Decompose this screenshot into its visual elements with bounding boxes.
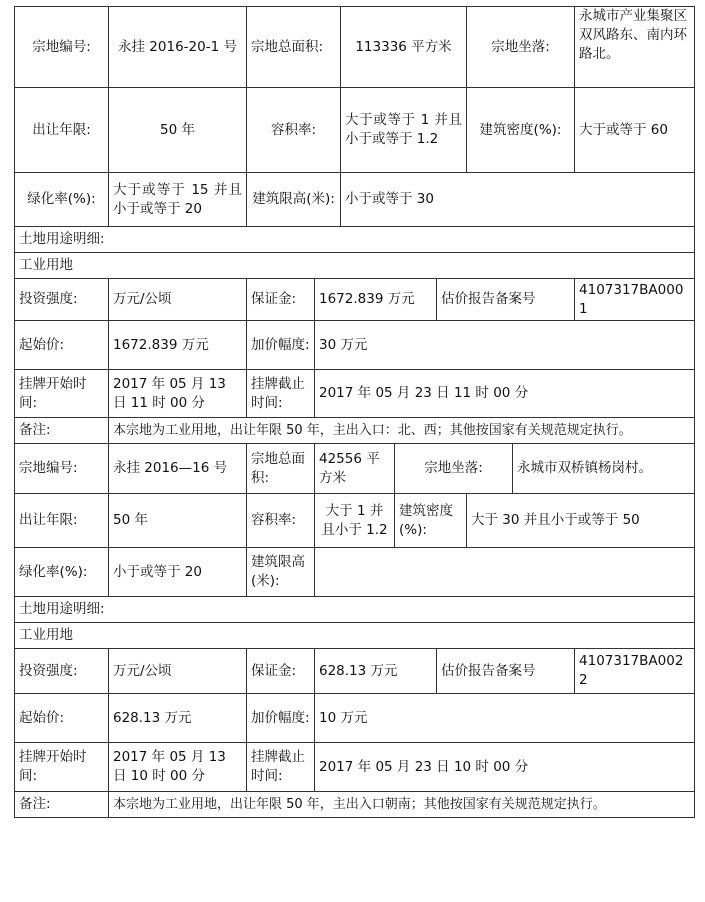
parcel1-row-invest <box>15 279 695 321</box>
parcel1-row-id <box>15 7 695 88</box>
parcel1-deposit-label: 保证金: <box>247 279 315 321</box>
parcel1-note-value: 本宗地为工业用地，出让年限 50 年，主出入口：北、西；其他按国家有关规范规定执行。 <box>109 418 695 444</box>
parcel2-listing-start-value: 2017 年 05 月 13 日 10 时 00 分 <box>109 743 247 792</box>
parcel1-location-label: 宗地坐落: <box>467 7 575 88</box>
parcel2-row-green <box>15 548 695 597</box>
parcel2-deposit-label: 保证金: <box>247 649 315 694</box>
parcel1-id-label: 宗地编号: <box>15 7 109 88</box>
parcel2-invest-value: 万元/公顷 <box>109 649 247 694</box>
parcel1-term-value: 50 年 <box>109 88 247 173</box>
parcel1-row-green <box>15 173 695 227</box>
parcel2-area-value: 42556 平方米 <box>315 444 395 494</box>
parcel2-row-note <box>15 792 695 818</box>
parcel2-green-label: 绿化率(%): <box>15 548 109 597</box>
parcel1-id-value: 永挂 2016-20-1 号 <box>109 7 247 88</box>
parcel1-area-value: 113336 平方米 <box>341 7 467 88</box>
parcel1-increment-value: 30 万元 <box>315 321 695 370</box>
parcel2-use-detail-label: 土地用途明细: <box>15 597 695 623</box>
parcel1-use-value: 工业用地 <box>15 253 695 279</box>
parcel1-row-listing <box>15 370 695 418</box>
parcel1-location-value: 永城市产业集聚区双风路东、南内环路北。 <box>575 7 695 88</box>
parcel1-density-value: 大于或等于 60 <box>575 88 695 173</box>
parcel1-listing-end-label: 挂牌截止时间: <box>247 370 315 418</box>
parcel1-row-price <box>15 321 695 370</box>
parcel2-density-value: 大于 30 并且小于或等于 50 <box>467 494 695 548</box>
parcel2-area-label: 宗地总面积: <box>247 444 315 494</box>
parcel2-invest-label: 投资强度: <box>15 649 109 694</box>
parcel1-note-label: 备注: <box>15 418 109 444</box>
parcel1-increment-label: 加价幅度: <box>247 321 315 370</box>
parcel2-id-value: 永挂 2016—16 号 <box>109 444 247 494</box>
parcel2-record-label: 估价报告备案号 <box>437 649 575 694</box>
parcel2-increment-label: 加价幅度: <box>247 694 315 743</box>
land-parcel-table <box>14 6 695 818</box>
parcel2-row-invest <box>15 649 695 694</box>
parcel1-row-use <box>15 253 695 279</box>
parcel1-use-detail-label: 土地用途明细: <box>15 227 695 253</box>
parcel2-note-label: 备注: <box>15 792 109 818</box>
parcel1-listing-start-value: 2017 年 05 月 13 日 11 时 00 分 <box>109 370 247 418</box>
parcel2-height-value <box>315 548 695 597</box>
parcel2-term-label: 出让年限: <box>15 494 109 548</box>
parcel1-height-value: 小于或等于 30 <box>341 173 695 227</box>
parcel2-start-price-value: 628.13 万元 <box>109 694 247 743</box>
parcel2-term-value: 50 年 <box>109 494 247 548</box>
parcel1-invest-value: 万元/公顷 <box>109 279 247 321</box>
parcel1-listing-start-label: 挂牌开始时间: <box>15 370 109 418</box>
parcel2-row-price <box>15 694 695 743</box>
parcel1-row-term <box>15 88 695 173</box>
parcel2-density-label: 建筑密度(%): <box>395 494 467 548</box>
parcel1-row-note <box>15 418 695 444</box>
parcel2-location-value: 永城市双桥镇杨岗村。 <box>513 444 695 494</box>
parcel2-row-use-detail <box>15 597 695 623</box>
parcel1-start-price-label: 起始价: <box>15 321 109 370</box>
parcel2-increment-value: 10 万元 <box>315 694 695 743</box>
parcel1-far-label: 容积率: <box>247 88 341 173</box>
parcel1-listing-end-value: 2017 年 05 月 23 日 11 时 00 分 <box>315 370 695 418</box>
parcel1-green-value: 大于或等于 15 并且小于或等于 20 <box>109 173 247 227</box>
parcel2-start-price-label: 起始价: <box>15 694 109 743</box>
parcel1-far-value: 大于或等于 1 并且小于或等于 1.2 <box>341 88 467 173</box>
parcel2-height-label: 建筑限高(米): <box>247 548 315 597</box>
parcel2-green-value: 小于或等于 20 <box>109 548 247 597</box>
parcel1-row-use-detail <box>15 227 695 253</box>
parcel1-deposit-value: 1672.839 万元 <box>315 279 437 321</box>
parcel1-green-label: 绿化率(%): <box>15 173 109 227</box>
parcel2-row-use <box>15 623 695 649</box>
parcel2-row-listing <box>15 743 695 792</box>
parcel1-height-label: 建筑限高(米): <box>247 173 341 227</box>
parcel1-start-price-value: 1672.839 万元 <box>109 321 247 370</box>
parcel2-far-label: 容积率: <box>247 494 315 548</box>
parcel1-record-value: 4107317BA0001 <box>575 279 695 321</box>
parcel2-id-label: 宗地编号: <box>15 444 109 494</box>
parcel1-density-label: 建筑密度(%): <box>467 88 575 173</box>
parcel1-invest-label: 投资强度: <box>15 279 109 321</box>
parcel2-row-term <box>15 494 695 548</box>
parcel1-term-label: 出让年限: <box>15 88 109 173</box>
parcel2-record-value: 4107317BA0022 <box>575 649 695 694</box>
parcel2-location-label: 宗地坐落: <box>395 444 513 494</box>
parcel2-note-value: 本宗地为工业用地，出让年限 50 年，主出入口朝南；其他按国家有关规范规定执行。 <box>109 792 695 818</box>
parcel1-area-label: 宗地总面积: <box>247 7 341 88</box>
parcel2-listing-end-value: 2017 年 05 月 23 日 10 时 00 分 <box>315 743 695 792</box>
parcel1-record-label: 估价报告备案号 <box>437 279 575 321</box>
parcel2-listing-start-label: 挂牌开始时间: <box>15 743 109 792</box>
parcel2-deposit-value: 628.13 万元 <box>315 649 437 694</box>
parcel2-listing-end-label: 挂牌截止时间: <box>247 743 315 792</box>
parcel2-far-value: 大于 1 并且小于 1.2 <box>315 494 395 548</box>
parcel2-use-value: 工业用地 <box>15 623 695 649</box>
parcel2-row-id <box>15 444 695 494</box>
